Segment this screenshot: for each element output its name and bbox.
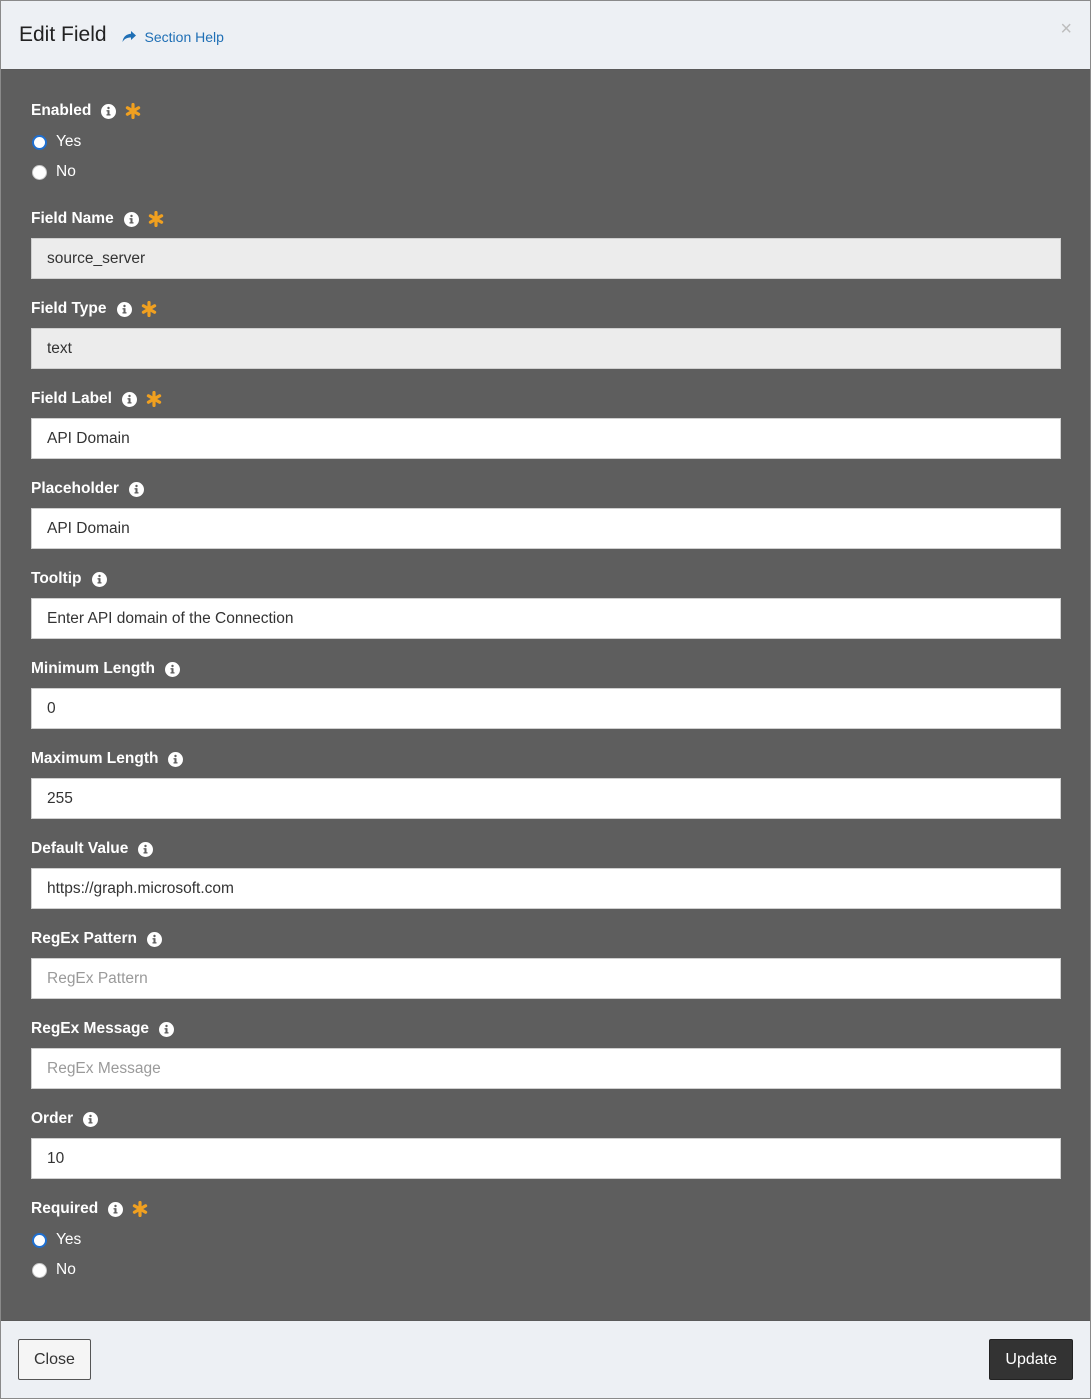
max-length-label-text: Maximum Length bbox=[31, 750, 159, 767]
tooltip-label bbox=[31, 569, 1060, 589]
required-asterisk-icon bbox=[148, 211, 164, 227]
field-type-group bbox=[31, 299, 1060, 369]
default-value-label-text: Default Value bbox=[31, 840, 129, 857]
placeholder-label bbox=[31, 479, 1060, 499]
regex-pattern-group bbox=[31, 929, 1060, 999]
info-icon[interactable] bbox=[122, 392, 137, 407]
regex-pattern-label bbox=[31, 929, 1060, 949]
required-yes-label: Yes bbox=[56, 1231, 82, 1248]
enabled-radio-group bbox=[31, 127, 1060, 187]
tooltip-group bbox=[31, 569, 1060, 639]
enabled-label bbox=[31, 101, 1060, 121]
share-icon bbox=[121, 30, 137, 44]
max-length-group bbox=[31, 749, 1060, 819]
required-no-label: No bbox=[56, 1261, 76, 1278]
tooltip-input[interactable] bbox=[31, 598, 1061, 639]
order-group bbox=[31, 1109, 1060, 1179]
field-type-label bbox=[31, 299, 1060, 319]
info-icon[interactable] bbox=[117, 302, 132, 317]
modal-header bbox=[1, 1, 1090, 70]
enabled-group bbox=[31, 101, 1060, 187]
min-length-label bbox=[31, 659, 1060, 679]
regex-message-group bbox=[31, 1019, 1060, 1089]
enabled-label-text: Enabled bbox=[31, 102, 92, 119]
required-asterisk-icon bbox=[141, 301, 157, 317]
field-label-group bbox=[31, 389, 1060, 459]
required-group bbox=[31, 1199, 1060, 1285]
enabled-no-option[interactable] bbox=[31, 157, 1060, 187]
regex-message-label bbox=[31, 1019, 1060, 1039]
min-length-input[interactable] bbox=[31, 688, 1061, 729]
required-no-option[interactable] bbox=[31, 1255, 1060, 1285]
field-label-label-text: Field Label bbox=[31, 390, 112, 407]
default-value-input[interactable] bbox=[31, 868, 1061, 909]
field-name-group bbox=[31, 209, 1060, 279]
default-value-label bbox=[31, 839, 1060, 859]
enabled-yes-label: Yes bbox=[56, 133, 82, 150]
field-type-input[interactable] bbox=[31, 328, 1061, 369]
required-asterisk-icon bbox=[132, 1201, 148, 1217]
info-icon[interactable] bbox=[129, 482, 144, 497]
close-button[interactable]: Close bbox=[18, 1339, 91, 1380]
required-no-radio[interactable] bbox=[32, 1263, 47, 1278]
required-label-text: Required bbox=[31, 1200, 99, 1217]
info-icon[interactable] bbox=[147, 932, 162, 947]
info-icon[interactable] bbox=[159, 1022, 174, 1037]
field-name-label bbox=[31, 209, 1060, 229]
order-label-text: Order bbox=[31, 1110, 74, 1127]
field-label-label bbox=[31, 389, 1060, 409]
info-icon[interactable] bbox=[168, 752, 183, 767]
regex-pattern-label-text: RegEx Pattern bbox=[31, 930, 137, 947]
enabled-no-label: No bbox=[56, 163, 76, 180]
info-icon[interactable] bbox=[165, 662, 180, 677]
enabled-no-radio[interactable] bbox=[32, 165, 47, 180]
info-icon[interactable] bbox=[92, 572, 107, 587]
regex-message-label-text: RegEx Message bbox=[31, 1020, 150, 1037]
field-type-label-text: Field Type bbox=[31, 300, 107, 317]
required-label bbox=[31, 1199, 1060, 1219]
default-value-group bbox=[31, 839, 1060, 909]
tooltip-label-text: Tooltip bbox=[31, 570, 82, 587]
required-asterisk-icon bbox=[125, 103, 141, 119]
regex-pattern-input[interactable] bbox=[31, 958, 1061, 999]
max-length-label bbox=[31, 749, 1060, 769]
order-input[interactable] bbox=[31, 1138, 1061, 1179]
min-length-label-text: Minimum Length bbox=[31, 660, 155, 677]
info-icon[interactable] bbox=[138, 842, 153, 857]
order-label bbox=[31, 1109, 1060, 1129]
enabled-yes-radio[interactable] bbox=[32, 135, 47, 150]
placeholder-label-text: Placeholder bbox=[31, 480, 119, 497]
section-help-link[interactable] bbox=[121, 29, 224, 45]
modal-footer bbox=[1, 1320, 1090, 1398]
modal-body bbox=[1, 70, 1090, 1320]
close-icon[interactable]: × bbox=[1060, 18, 1072, 40]
field-name-label-text: Field Name bbox=[31, 210, 114, 227]
required-yes-radio[interactable] bbox=[32, 1233, 47, 1248]
required-yes-option[interactable] bbox=[31, 1225, 1060, 1255]
max-length-input[interactable] bbox=[31, 778, 1061, 819]
placeholder-input[interactable] bbox=[31, 508, 1061, 549]
field-label-input[interactable] bbox=[31, 418, 1061, 459]
required-asterisk-icon bbox=[146, 391, 162, 407]
enabled-yes-option[interactable] bbox=[31, 127, 1060, 157]
field-name-input[interactable] bbox=[31, 238, 1061, 279]
required-radio-group bbox=[31, 1225, 1060, 1285]
section-help-label: Section Help bbox=[144, 28, 224, 45]
info-icon[interactable] bbox=[101, 104, 116, 119]
info-icon[interactable] bbox=[108, 1202, 123, 1217]
modal-title: Edit Field bbox=[19, 23, 107, 46]
regex-message-input[interactable] bbox=[31, 1048, 1061, 1089]
min-length-group bbox=[31, 659, 1060, 729]
update-button[interactable]: Update bbox=[989, 1339, 1073, 1380]
info-icon[interactable] bbox=[83, 1112, 98, 1127]
placeholder-group bbox=[31, 479, 1060, 549]
info-icon[interactable] bbox=[124, 212, 139, 227]
